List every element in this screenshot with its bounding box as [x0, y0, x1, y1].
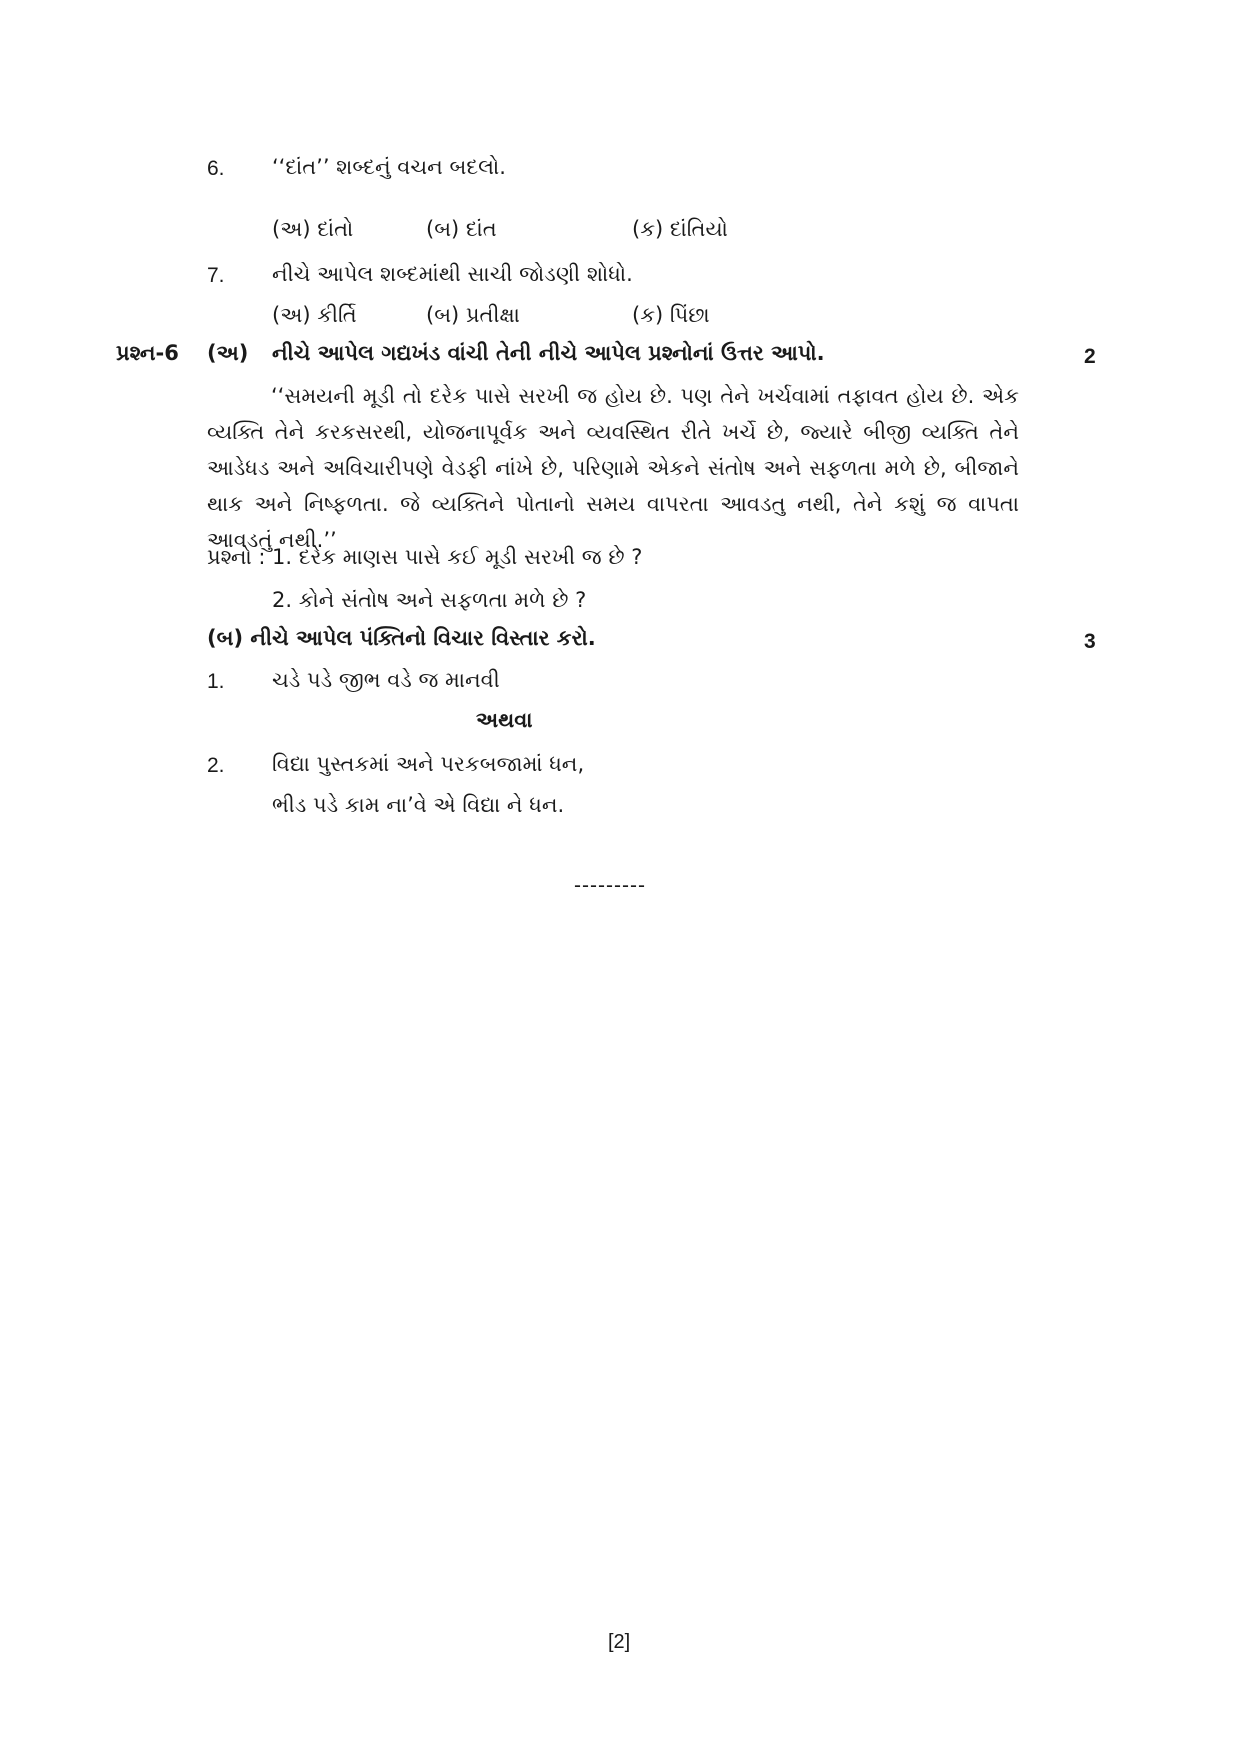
- part-b-item1-text: ચડે પડે જીભ વડે જ માનવી: [272, 668, 500, 692]
- part-b-item2-line2: ભીડ પડે કામ ના’વે એ વિદ્યા ને ધન.: [272, 793, 565, 817]
- passage: [207, 378, 1019, 558]
- q7-number: 7.: [207, 264, 225, 287]
- part-b-item2-line1: વિદ્યા પુસ્તકમાં અને પરકબજામાં ધન,: [272, 752, 585, 776]
- part-b-marks: 3: [1084, 630, 1096, 653]
- part-a-heading: નીચે આપેલ ગદ્યખંડ વાંચી તેની નીચે આપેલ પ્રશ્નોનાં ઉત્તર આપો.: [272, 341, 825, 365]
- q6-option-b: (બ) દાંત: [426, 217, 497, 241]
- q6-text: ‘‘દાંત’’ શબ્દનું વચન બદલો.: [272, 155, 506, 179]
- part-a-marker: (અ): [207, 341, 249, 365]
- q7-option-a: (અ) કીર્તિ: [272, 303, 357, 327]
- q6-option-a: (અ) દાંતો: [272, 217, 354, 241]
- q7-option-c: (ક) પિંછા: [632, 303, 710, 327]
- part-b-item1-number: 1.: [207, 670, 225, 693]
- passage-text: ‘‘સમયની મૂડી તો દરેક પાસે સરખી જ હોય છે. પણ તેને ખર્ચવામાં તફાવત હોય છે. એક વ્યક્તિ તેને કરકસરથી, યોજનાપૂર્વક અને વ્યવસ્થિત રીતે ખર્ચે છે, જ્યારે બીજી વ્યક્તિ તેને આડેધડ અને અવિચારીપણે વેડફી નાંખે છે, પરિણામે એકને સંતોષ અને સફળતા મળે છે, બીજાને થાક અને નિષ્ફળતા. જે વ્યક્તિને પોતાનો સમય વાપરતા આવડતુ નથી, તેને કશું જ વાપતા આવડતું નથી.’’: [207, 384, 1019, 552]
- prashna6-label: પ્રશ્ન-6: [116, 341, 179, 365]
- part-a-marks: 2: [1084, 345, 1096, 368]
- question-2: 2. કોને સંતોષ અને સફળતા મળે છે ?: [272, 588, 587, 612]
- questions-label: પ્રશ્નો :: [207, 545, 266, 569]
- q6-option-c: (ક) દાંતિયો: [632, 217, 728, 241]
- q6-number: 6.: [207, 157, 225, 180]
- or-label: અથવા: [476, 708, 533, 732]
- end-separator: ---------: [574, 874, 646, 897]
- page-number: [2]: [608, 1631, 631, 1653]
- part-b-heading: (બ) નીચે આપેલ પંક્તિનો વિચાર વિસ્તાર કરો.: [207, 626, 596, 650]
- part-b-item2-number: 2.: [207, 754, 225, 777]
- q7-option-b: (બ) પ્રતીક્ષા: [426, 303, 520, 327]
- question-1: 1. દરેક માણસ પાસે કઈ મૂડી સરખી જ છે ?: [272, 545, 643, 569]
- q7-text: નીચે આપેલ શબ્દમાંથી સાચી જોડણી શોધો.: [272, 262, 633, 286]
